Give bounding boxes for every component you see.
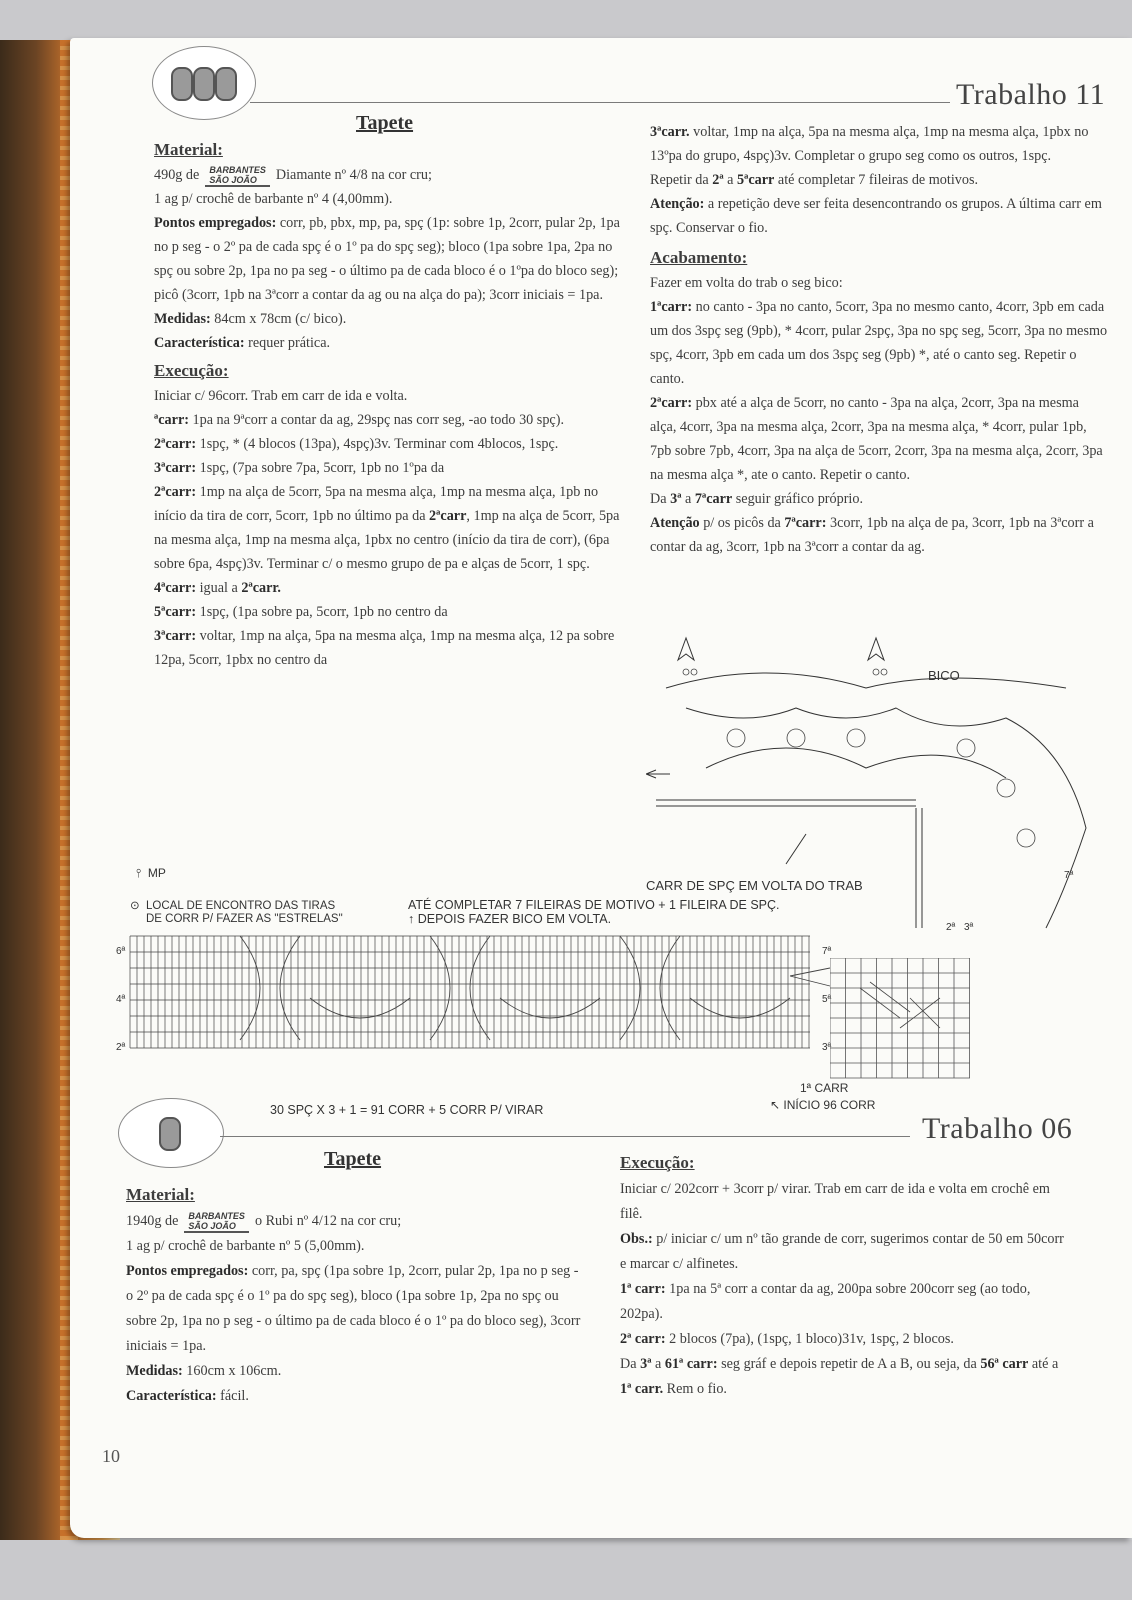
page-number: 10 <box>102 1446 120 1466</box>
carr-spc-label: CARR DE SPÇ EM VOLTA DO TRAB <box>646 878 863 893</box>
repeat-note: ATÉ COMPLETAR 7 FILEIRAS DE MOTIVO + 1 FILEIRA DE SPÇ. ↑ DEPOIS FAZER BICO EM VOLTA. <box>408 898 780 926</box>
top-right-column: 3ªcarr. voltar, 1mp na alça, 5pa na mesma alça, 1mp na mesma alça, 1pbx no 13ºpa do grupo, 4spç)3v. Completar o grupo seg como os outros, 1spç. Repetir da 2ª a 5ªcarr até completar 7 fileiras de motivos. Atenção: a repetição deve ser feita desencontrando os grupos. A última carr em spç. Conservar o fio. Acabamento: Fazer em volta do trab o seg bico: 1ªcarr: no canto - 3pa no canto, 5corr, 3pa no mesmo canto, 4corr, 3pb em cada um dos 3spç seg (9pb), * 4corr, pular 2spç, 3pa no spç seg, 5corr, 3pa no mesmo spç, 4corr, 3pb em cada um dos 3spç seg (9pb) *, até o canto seg. Repetir o canto. 2ªcarr: pbx até a alça de 5corr, no canto - 3pa na alça, 2corr, 3pa na mesma alça, 4corr, 3pa na mesma alça, 2corr, 3pa na mesma alça, * 4corr, pular 1pb, 7pb sobre 7pb, 4corr, 3pa na alça de 5corr, 2corr, 3pa na mesma alça, 2corr, 3pa na mesma alça *, ate o canto. Repetir o canto. Da 3ª a 7ªcarr seguir gráfico próprio. Atenção p/ os picôs da 7ªcarr: 3corr, 1pb na alça de pa, 3corr, 1pb na 3ªcorr a contar da ag, 3corr, 1pb na 3ªcorr a contar da ag. <box>650 124 1108 555</box>
mp-legend: ⫯ MP <box>136 866 166 880</box>
bico-diagram <box>646 628 1130 938</box>
corner-row-label: 2ª <box>946 922 956 933</box>
bottom-right-column: Execução: Iniciar c/ 202corr + 3corr p/ virar. Trab em carr de ida e volta em crochê em filê. Obs.: p/ iniciar c/ um nº tão grande de corr, sugerimos contar de 50 em 50corr e marcar c/ alfinetes. 1ª carr: 1pa na 5ª corr a contar da ag, 200pa sobre 200corr seg (ao todo, 202pa). 2ª carr: 2 blocos (7pa), (1spç, 1 bloco)31v, 1spç, 2 blocos. Da 3ª a 61ª carr: seg gráf e depois repetir de A a B, ou seja, da 56ª carr até a 1ª carr. Rem o fio. <box>620 1153 1064 1397</box>
product-title-bottom: Tapete <box>324 1148 382 1170</box>
section-title-bottom: Trabalho 06 <box>922 1112 1073 1145</box>
row-label-right: 7ª <box>822 946 832 957</box>
motif-mini-grid <box>830 958 980 1088</box>
yarn-skein-icon <box>159 1117 181 1151</box>
arrow-icon: ↖ <box>770 1098 781 1112</box>
bico-picot-icon <box>868 638 884 660</box>
mp-symbol-icon: ⫯ <box>136 866 142 880</box>
material-heading: Material: <box>154 140 223 159</box>
bico-picot-icon <box>678 638 694 660</box>
row-label-left: 2ª <box>116 1042 126 1053</box>
header-rule-bottom <box>220 1136 910 1137</box>
brand-logo: BARBANTES SÃO JOÃO <box>205 165 270 187</box>
row-label-right: 5ª <box>822 994 832 1005</box>
row-label-left: 4ª <box>116 994 126 1005</box>
corner-row-label: 7ª <box>1064 870 1074 881</box>
bico-label: BICO <box>928 668 960 683</box>
row-label-right: 3ª <box>822 1042 832 1053</box>
local-legend: ⊙ LOCAL DE ENCONTRO DAS TIRAS DE CORR P/ FAZER AS "ESTRELAS" <box>130 900 343 925</box>
row-label-left: 6ª <box>116 946 126 957</box>
meeting-point-icon: ⊙ <box>130 900 140 912</box>
top-left-column: Material: 490g de BARBANTES SÃO JOÃO Diamante nº 4/8 na cor cru; 1 ag p/ crochê de barbante nº 4 (4,00mm). Pontos empregados: corr, pb, pbx, mp, pa, spç (1p: sobre 1p, 2corr, pular 2p, 1pa no p seg - o 2º pa de cada spç é o 1º pa do spç seg); bloco (1pa sobre 1pa, 2pa no spç ou sobre 2p, 1pa no pa seg - o último pa de cada bloco é o 1ºpa do bloco seg); picô (3corr, 1pb na 3ªcorr a contar da ag ou na alça do pa); 3corr iniciais = 1pa. Medidas: 84cm x 78cm (c/ bico). Característica: requer prática. Execução: Iniciar c/ 96corr. Trab em carr de ida e volta. ªcarr: 1pa na 9ªcorr a contar da ag, 29spç nas corr seg, -ao todo 30 spç). 2ªcarr: 1spç, * (4 blocos (13pa), 4spç)3v. Terminar com 4blocos, 1spç. 3ªcarr: 1spç, (7pa sobre 7pa, 5corr, 1pb no 1ºpa da 2ªcarr: 1mp na alça de 5corr, 5pa na mesma alça, 1mp na mesma alça, 1pb no início da tira de corr, 5corr, 1pb no último pa da 2ªcarr, 1mp na alça de 5corr, 5pa na mesma alça, 1mp na mesma alça, 1pbx no centro (início da tira de corr), (6pa sobre 6pa, 4spç)3v. Terminar c/ o mesmo grupo de pa e alças de 5corr, 1 spç. 4ªcarr: igual a 2ªcarr. 5ªcarr: 1spç, (1pa sobre pa, 5corr, 1pb no centro da 3ªcarr: voltar, 1mp na alça, 5pa na mesma alça, 1mp na mesma alça, 12 pa sobre 12pa, 5corr, 1pbx no centro da <box>154 140 620 668</box>
brand-logo: BARBANTES SÃO JOÃO <box>184 1211 249 1233</box>
header-rule-top <box>250 102 950 103</box>
section-title-top: Trabalho 11 <box>956 78 1106 111</box>
spc-formula: 30 SPÇ X 3 + 1 = 91 CORR + 5 CORR P/ VIRAR <box>270 1103 544 1117</box>
product-title-top: Tapete <box>356 112 414 134</box>
scan-background-bottom <box>0 1540 1132 1600</box>
yarn-skein-icon <box>215 67 237 101</box>
magazine-page <box>70 38 1132 1538</box>
yarn-skein-icon <box>171 67 193 101</box>
corner-row-label: 3ª <box>964 922 974 933</box>
scan-background-top <box>0 0 1132 40</box>
execucao-heading: Execução: <box>154 361 229 380</box>
yarn-badge-bottom <box>118 1098 224 1168</box>
first-row-label: 1ª CARR <box>800 1081 849 1095</box>
start-chain-label: ↖ INÍCIO 96 CORR <box>770 1098 876 1112</box>
up-arrow-icon: ↑ <box>408 912 415 926</box>
yarn-skein-icon <box>193 67 215 101</box>
acabamento-heading: Acabamento: <box>650 248 748 267</box>
yarn-badge-top <box>152 46 256 120</box>
bottom-left-column: Material: 1940g de BARBANTES SÃO JOÃO o Rubi nº 4/12 na cor cru; 1 ag p/ crochê de barbante nº 5 (5,00mm). Pontos empregados: corr, pa, spç (1pa sobre 1p, 2corr, pular 2p, 1pa no p seg - o 2º pa de cada spç é o 1º pa do spç seg), bloco (1pa sobre 1p, 2pa no spç ou sobre 2p, 1pa no p seg - o último pa de cada bloco é o 1º pa do bloco seg), 3corr iniciais = 1pa. Medidas: 160cm x 106cm. Característica: fácil. <box>126 1185 581 1404</box>
